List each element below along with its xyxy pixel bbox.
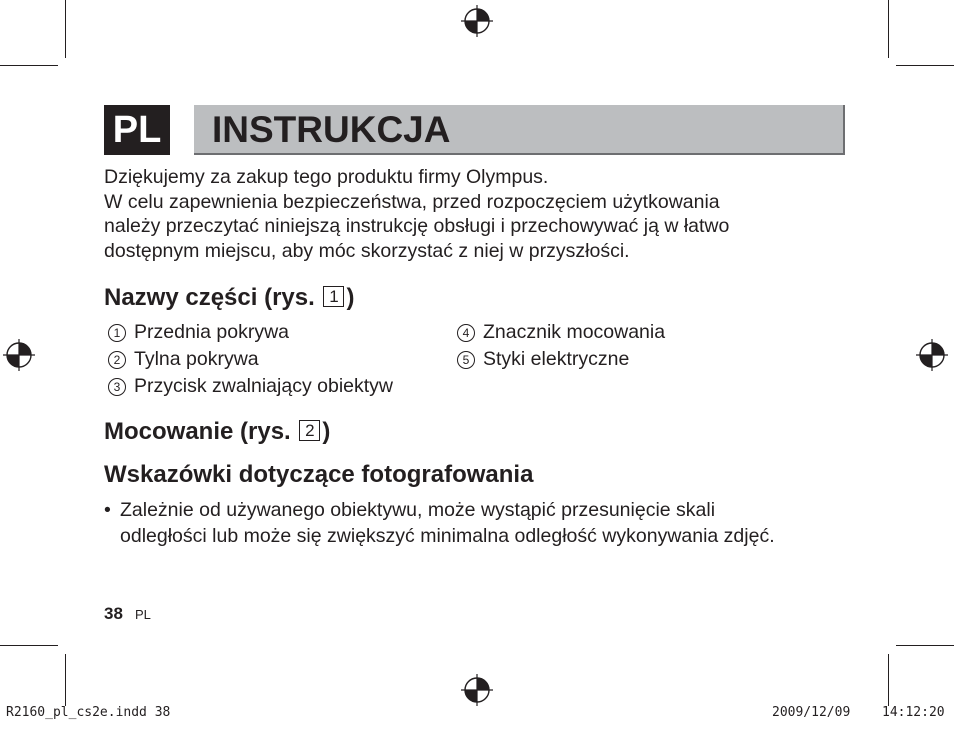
intro-paragraph bbox=[104, 165, 729, 263]
part-item bbox=[457, 321, 665, 344]
registration-mark-right-icon bbox=[915, 338, 949, 372]
mounting-heading-close: ) bbox=[322, 418, 331, 445]
part-item bbox=[457, 348, 629, 371]
crop-mark-top-left-vertical bbox=[65, 0, 66, 58]
part-item bbox=[108, 321, 289, 344]
crop-mark-bottom-right-vertical bbox=[888, 654, 889, 706]
figure-number-box: 2 bbox=[299, 420, 320, 441]
crop-mark-top-right-vertical bbox=[888, 0, 889, 58]
circled-number: 3 bbox=[108, 378, 126, 396]
page-number: 38 bbox=[104, 604, 123, 623]
tips-line: odległości lub może się zwiększyć minimalna odległość wykonywania zdjęć. bbox=[120, 525, 775, 547]
page-title: INSTRUKCJA bbox=[212, 109, 451, 150]
parts-heading-text: Nazwy części (rys. bbox=[104, 284, 315, 311]
circled-number: 2 bbox=[108, 351, 126, 369]
page-language: PL bbox=[135, 607, 151, 622]
tips-line: Zależnie od używanego obiektywu, może wystąpić przesunięcie skali bbox=[120, 499, 716, 521]
crop-mark-bottom-right-horizontal bbox=[896, 645, 954, 646]
intro-line: Dziękujemy za zakup tego produktu firmy Olympus. bbox=[104, 166, 549, 188]
mounting-heading bbox=[104, 418, 330, 446]
language-badge: PL bbox=[104, 105, 170, 155]
mounting-heading-text: Mocowanie (rys. bbox=[104, 418, 291, 445]
part-label: Znacznik mocowania bbox=[483, 321, 666, 343]
circled-number: 1 bbox=[108, 324, 126, 342]
parts-heading-close: ) bbox=[346, 284, 355, 311]
crop-mark-top-left-horizontal bbox=[0, 65, 58, 66]
print-slug-date: 2009/12/09 bbox=[772, 705, 851, 720]
title-bar bbox=[194, 105, 845, 155]
intro-line: należy przeczytać niniejszą instrukcję obsługi i przechowywać ją w łatwo bbox=[104, 215, 730, 237]
crop-mark-bottom-left-vertical bbox=[65, 654, 66, 706]
intro-line: dostępnym miejscu, aby móc skorzystać z niej w przyszłości. bbox=[104, 239, 630, 262]
part-label: Przednia pokrywa bbox=[134, 321, 289, 343]
part-item bbox=[108, 375, 393, 398]
circled-number: 4 bbox=[457, 324, 475, 342]
tips-heading: Wskazówki dotyczące fotografowania bbox=[104, 461, 534, 488]
crop-mark-top-right-horizontal bbox=[896, 65, 954, 66]
intro-line: W celu zapewnienia bezpieczeństwa, przed rozpoczęciem użytkowania bbox=[104, 190, 720, 213]
figure-number-box: 1 bbox=[323, 286, 344, 307]
print-slug-time: 14:12:20 bbox=[882, 705, 945, 720]
print-slug-file: R2160_pl_cs2e.indd 38 bbox=[6, 705, 171, 720]
part-label: Przycisk zwalniający obiektyw bbox=[134, 375, 393, 397]
part-label: Styki elektryczne bbox=[483, 348, 630, 370]
part-label: Tylna pokrywa bbox=[134, 348, 259, 370]
registration-mark-bottom-icon bbox=[460, 673, 494, 707]
circled-number: 5 bbox=[457, 351, 475, 369]
bullet-marker: • bbox=[104, 499, 111, 521]
crop-mark-bottom-left-horizontal bbox=[0, 645, 58, 646]
registration-mark-left-icon bbox=[2, 338, 36, 372]
registration-mark-top-icon bbox=[460, 4, 494, 38]
tips-bullet-item bbox=[104, 497, 775, 549]
parts-heading bbox=[104, 284, 354, 312]
part-item bbox=[108, 348, 259, 371]
